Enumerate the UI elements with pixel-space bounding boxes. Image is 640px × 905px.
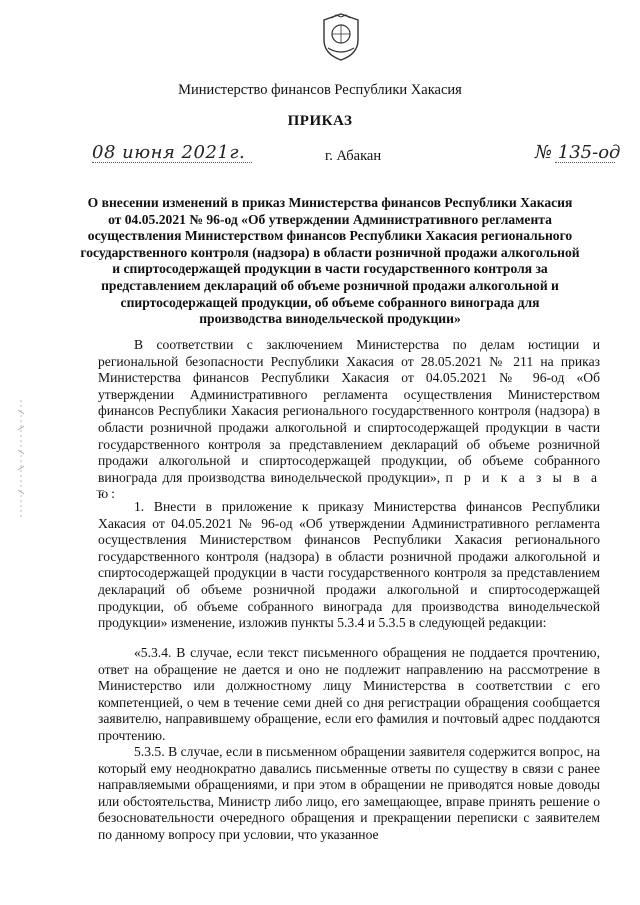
handwritten-number: № 135-од [535,142,621,163]
item-5-3-4-paragraph [98,645,600,745]
item-1-paragraph [98,499,600,632]
number-underline [555,162,615,163]
document-type: ПРИКАЗ [287,113,353,129]
margin-stamp-mark [16,400,26,520]
margin-dash [96,490,104,491]
item-5-3-5-text: 5.3.5. В случае, если в письменном обращении заявителя содержится вопрос, на который ему неоднократно давались письменные ответы по существу в связи с ранее направляемыми обращениями, и при этом в обращении не приводятся новые доводы или обстоятельства, Министр либо лицо, его замещающее, вправе принять решение о безосновательности очередного обращения и прекращении переписки с заявителем по данному вопросу при условии, что указанное [98,744,600,842]
order-verb: п р и к а з ы в а ю: [98,469,600,502]
city: г. Абакан [325,148,382,164]
date-underline [92,162,252,163]
handwritten-date: 08 июня 2021г. [92,142,246,163]
coat-of-arms-emblem [318,12,364,62]
item-5-3-4-text: «5.3.4. В случае, если текст письменного обращения не поддается прочтению, ответ на обращение не дается и оно не подлежит направлению на рассмотрение в Министерство или должностному лицу Министерства в соответствии с его компетенцией, о чем в течение семи дней со дня регистрации обращения сообщается заявителю, направившему обращение, если его фамилия и почтовый адрес поддаются прочтению. [98,645,600,743]
order-title: О внесении изменений в приказ Министерства финансов Республики Хакасия от 04.05.2021 № 96-од «Об утверждении Административного регламента осуществления Министерством финансов Республики Хакасия регионального государственного контроля (надзора) в области розничной продажи алкогольной и спиртосодержащей продукции в части государственного контроля за представлением деклараций об объеме розничной продажи алкогольной и спиртосодержащей продукции, об объеме собранного винограда для производства винодельческой продукции» [80,195,580,327]
item-1-text: 1. Внести в приложение к приказу Министерства финансов Республики Хакасия от 04.05.2021 № 96-од «Об утверждении Административного регламента осуществления Министерством финансов Республики Хакасия регионального государственного контроля (надзора) в области розничной продажи алкогольной и спиртосодержащей продукции в части государственного контроля за представлением деклараций об объеме розничной продажи алкогольной и спиртосодержащей продукции, об объеме собранного винограда для производства винодельческой продукции» изменение, изложив пункты 5.3.4 и 5.3.5 в следующей редакции: [98,499,600,631]
preamble-text: В соответствии с заключением Министерства по делам юстиции и региональной безопасности Республики Хакасия от 28.05.2021 № 211 на приказ Министерства финансов Республики Хакасия от 04.05.2021 № 96-од «Об утверждении Административного регламента осуществления Министерством финансов Республики Хакасия регионального государственного контроля (надзора) в области розничной продажи алкогольной и спиртосодержащей продукции в части государственного контроля за представлением деклараций об объеме розничной продажи алкогольной и спиртосодержащей продукции, об объеме собранного винограда для производства винодельческой продукции», [98,337,600,485]
preamble-paragraph [98,337,600,503]
ministry-name: Министерство финансов Республики Хакасия [178,82,462,98]
item-5-3-5-paragraph [98,744,600,844]
